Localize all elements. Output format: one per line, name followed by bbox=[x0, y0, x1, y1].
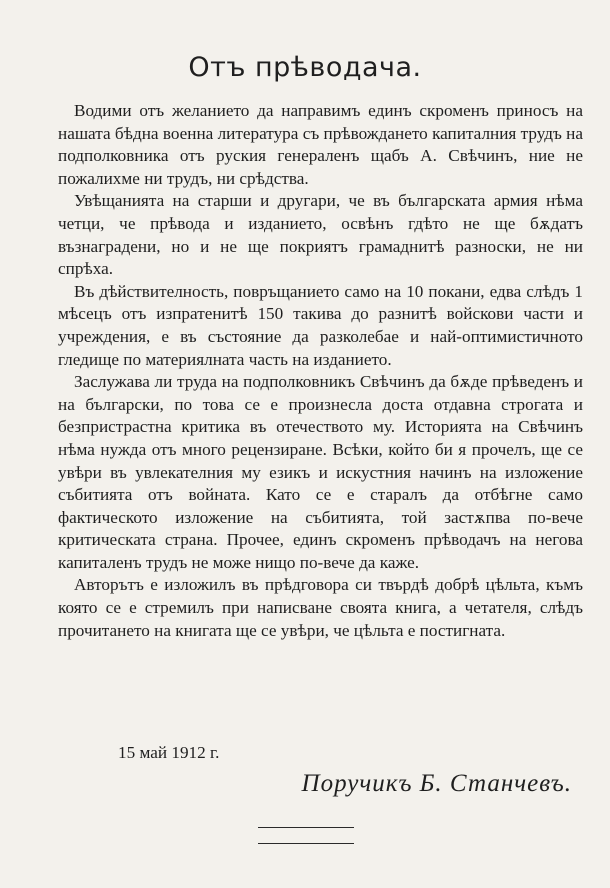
paragraph: Заслужава ли труда на подполковникъ Свѣчинъ да бѫде прѣведенъ и на български, по това се е произнесла доста отдавна строгата и безпристрастна критика въ отечеството му. Историята на Свѣчинъ нѣма нужда отъ много рецензиране. Всѣки, който би я прочелъ, ще се увѣри въ увлекателния му езикъ и искустния начинъ на изложение събитията отъ войната. Като се е стаpалъ да отбѣгне само фактическото изложение на събитията, той застѫпва по-вече критическата страна. Прочее, единъ скроменъ прѣводачъ на негова капиталенъ трудъ не може нищо по-вече да каже. bbox=[58, 372, 583, 572]
paragraph: Авторътъ е изложилъ въ прѣдговора си твърдѣ добрѣ цѣльта, къмъ която се е стремилъ при написване своята книга, а четателя, слѣдъ прочитането на книгата ще се увѣри, че цѣльта е постигната. bbox=[58, 575, 583, 640]
paragraph: Въ дѣйствителность, повръщанието само на 10 покани, едва слѣдъ 1 мѣсецъ отъ изпратенитѣ 150 такива до разнитѣ войскови части и учреждения, е въ състояние да разколебае и най-оптимистичното гледище по материялната часть на изданието. bbox=[58, 281, 583, 369]
divider-rule bbox=[258, 843, 354, 844]
page-title: Отъ прѣводача. bbox=[188, 52, 422, 84]
paragraph: Водими отъ желанието да направимъ единъ скроменъ приносъ на нашата бѣдна военна литература съ прѣвождането капиталния трудъ на подполковника отъ руския генераленъ щабъ А. Свѣчинъ, ние не пожалихме ни трудъ, ни срѣдства. bbox=[58, 101, 583, 188]
text-body bbox=[58, 100, 583, 642]
signature: Поручикъ Б. Станчевъ. bbox=[301, 770, 572, 797]
date-line: 15 май 1912 г. bbox=[118, 743, 220, 762]
divider-rule bbox=[258, 827, 354, 828]
paragraph: Увѣщанията на старши и другари, че въ българската армия нѣма четци, че прѣвода и изданието, освѣнъ гдѣто не ще бѫдатъ възнаградени, но и не ще покриятъ грамаднитѣ разноски, не ни спрѣха. bbox=[58, 191, 583, 279]
